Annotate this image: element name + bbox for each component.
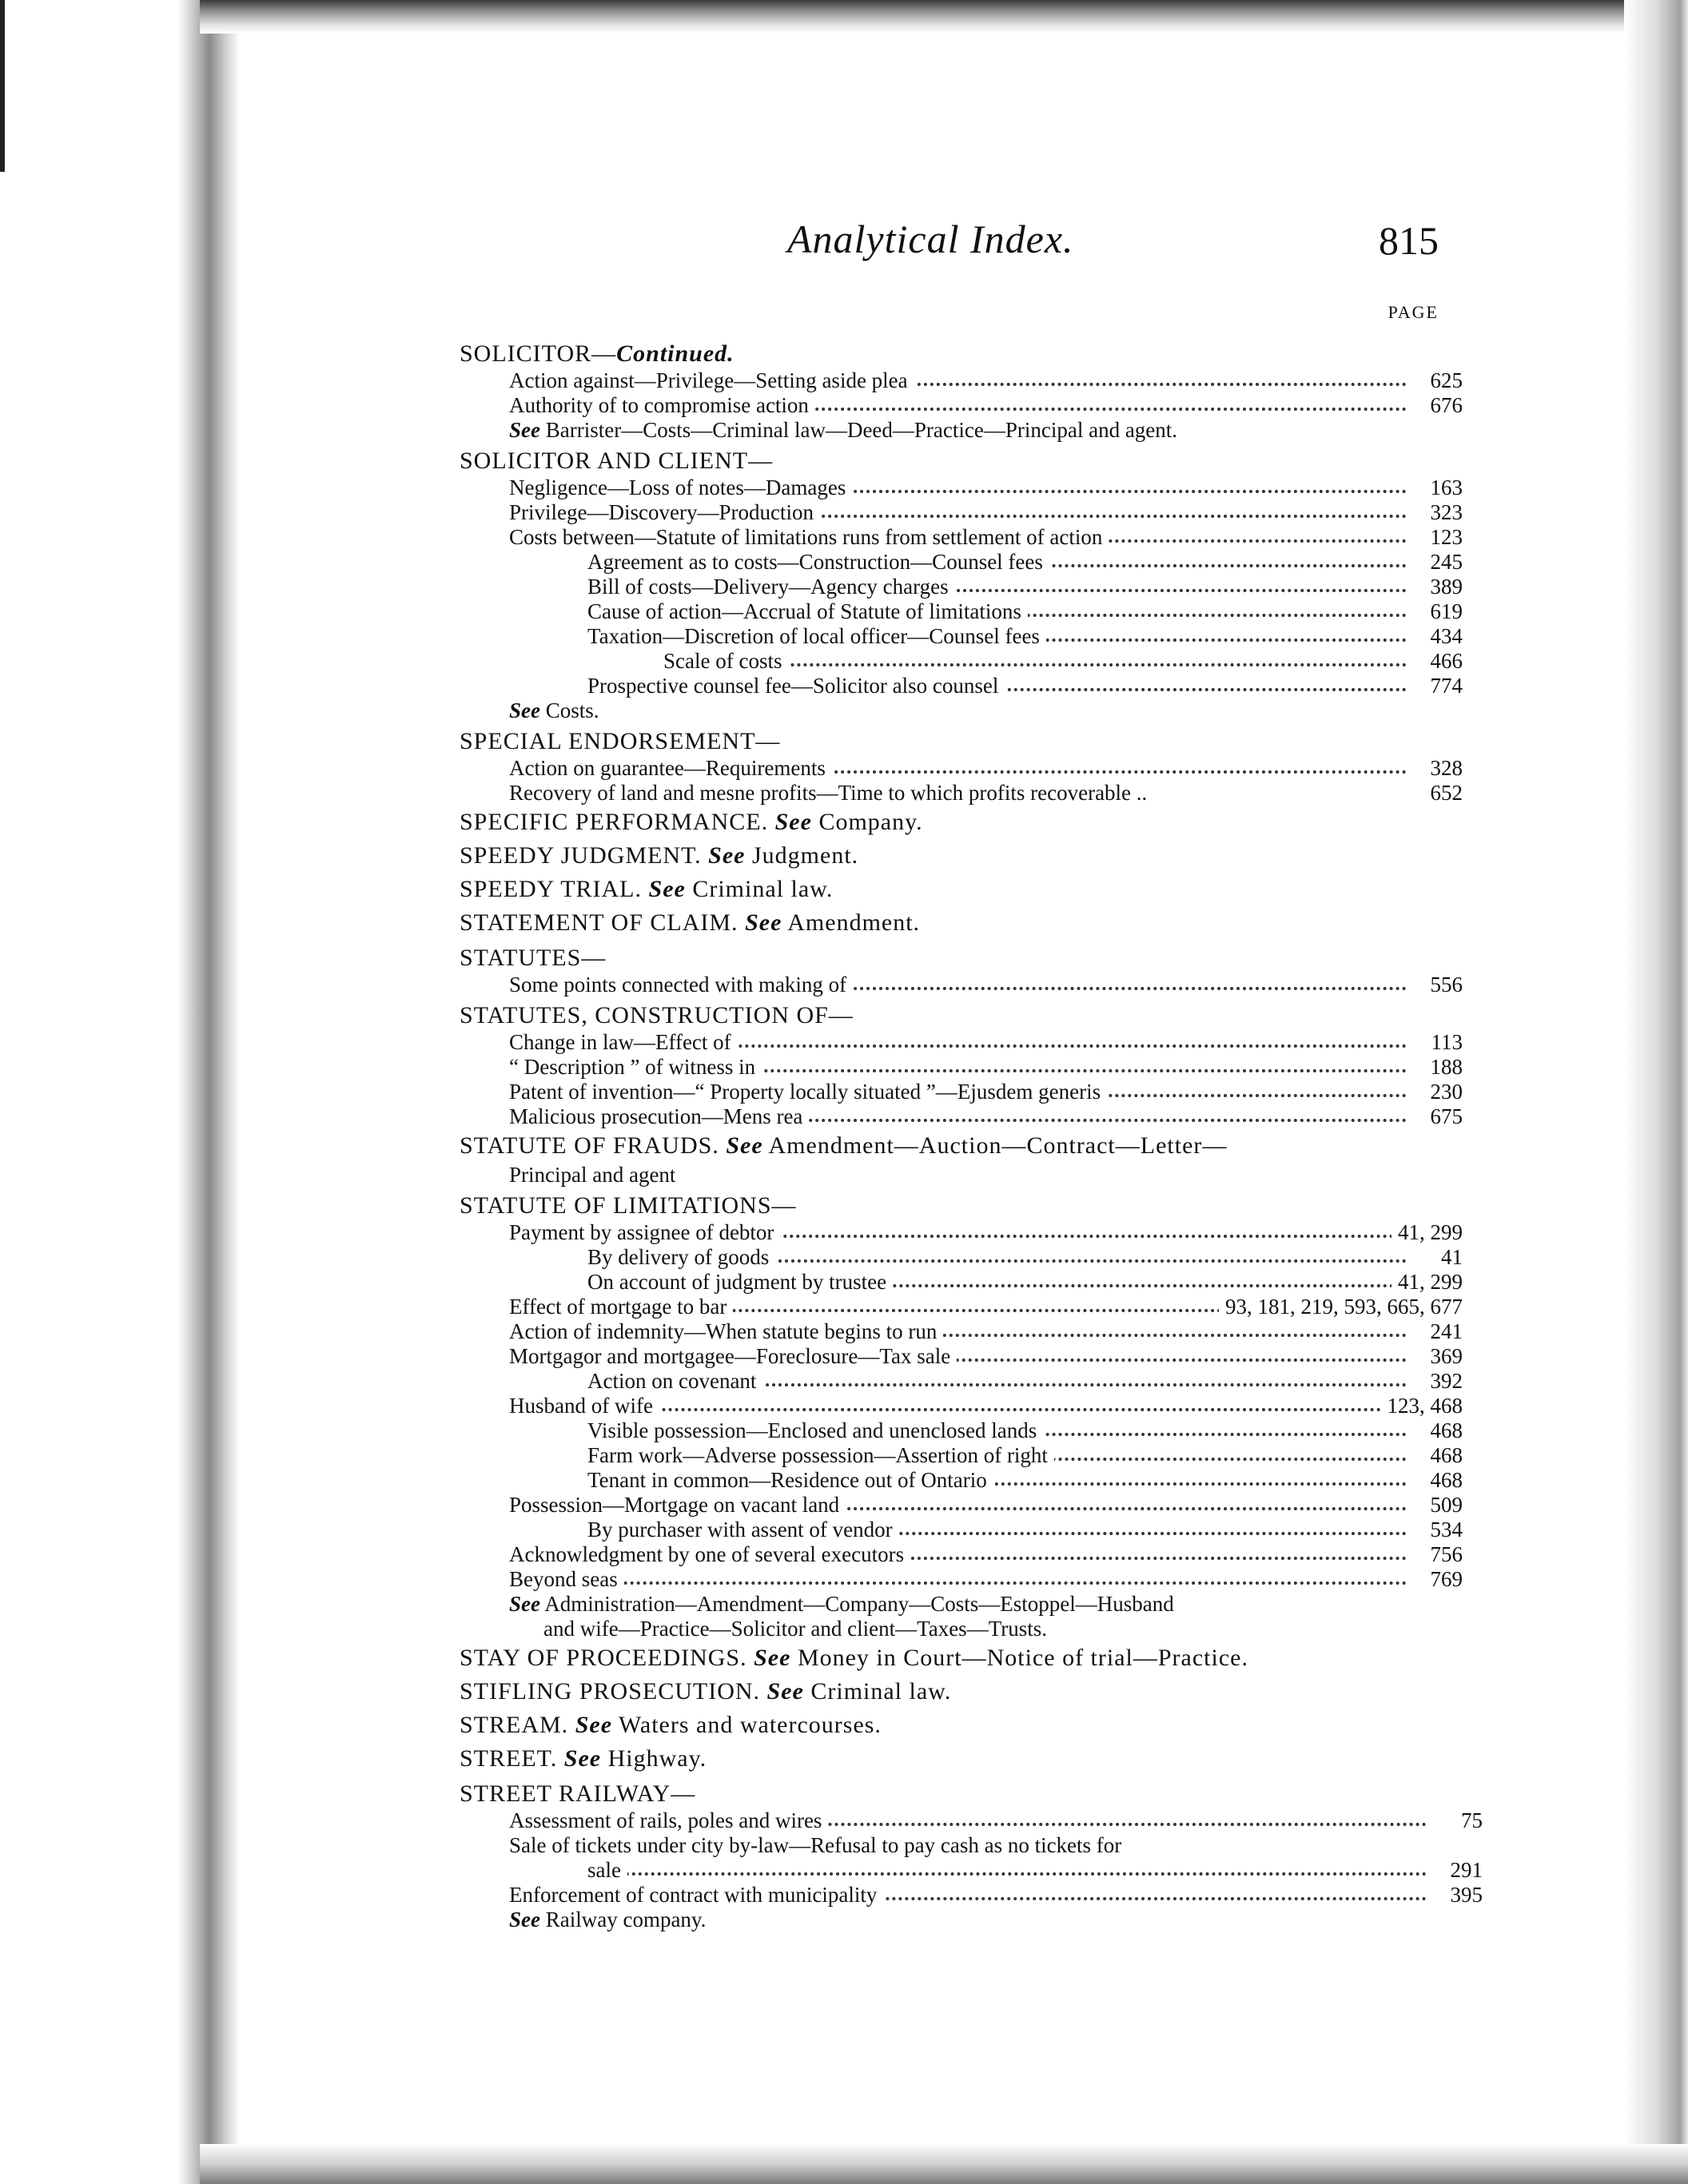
index-entry — [460, 1493, 1463, 1518]
index-entry — [460, 550, 1463, 575]
heading-text: SOLICITOR AND CLIENT— — [460, 448, 774, 474]
entry-page: 389 — [1424, 575, 1463, 599]
entry-text: Action of indemnity—When statute begins to run — [509, 1319, 943, 1343]
index-entry — [460, 575, 1463, 599]
index-heading — [460, 944, 1463, 973]
see-word: See — [766, 1678, 804, 1705]
index-heading-see — [460, 839, 1463, 873]
index-entry — [460, 1080, 1463, 1104]
index-entry — [460, 624, 1463, 649]
scan-shadow-top — [200, 0, 1688, 34]
see-also-entry — [460, 1592, 1463, 1617]
see-word: See — [726, 1132, 763, 1159]
entry-page: 245 — [1424, 550, 1463, 575]
see-word: See — [648, 876, 686, 902]
see-also-entry — [460, 418, 1463, 443]
heading-text: STATUTE OF FRAUDS. — [460, 1132, 719, 1159]
entry-page: 369 — [1424, 1344, 1463, 1369]
entry-text: Beyond seas — [509, 1567, 624, 1591]
entry-text: Privilege—Discovery—Production — [509, 500, 820, 524]
index-entry — [460, 1518, 1463, 1542]
see-reference: Costs. — [545, 698, 599, 722]
entry-text: Bill of costs—Delivery—Agency charges — [587, 575, 955, 599]
entry-page: 434 — [1424, 624, 1463, 649]
entry-text: Sale of tickets under city by-law—Refusal to pay cash as no tickets for — [509, 1833, 1122, 1857]
heading-text: STATUTES, CONSTRUCTION OF— — [460, 1002, 854, 1028]
index-entry — [460, 1468, 1463, 1493]
see-reference: Barrister—Costs—Criminal law—Deed—Practice—Principal and agent. — [545, 418, 1178, 442]
entry-text: Action against—Privilege—Setting aside plea — [509, 368, 914, 392]
entry-text: By delivery of goods — [587, 1245, 775, 1269]
entry-text: and wife—Practice—Solicitor and client—Taxes—Trusts. — [543, 1617, 1047, 1641]
index-heading — [460, 1780, 1463, 1808]
index-entry — [460, 1344, 1463, 1369]
entry-text: Payment by assignee of debtor — [509, 1220, 780, 1244]
entry-page: 774 — [1424, 674, 1463, 698]
heading-text: STREET RAILWAY— — [460, 1780, 696, 1807]
entry-text: Enforcement of contract with municipality — [509, 1883, 883, 1907]
heading-text: SPEEDY TRIAL. — [460, 876, 643, 902]
entry-text: Malicious prosecution—Mens rea — [509, 1104, 809, 1128]
entry-page: 41, 299 — [1391, 1270, 1463, 1295]
entry-page: 395 — [1444, 1883, 1483, 1908]
see-also-entry — [460, 698, 1463, 723]
entry-page: 113 — [1425, 1030, 1463, 1055]
index-page — [460, 216, 1483, 1974]
index-entry — [460, 1617, 1463, 1641]
index-entry — [460, 1295, 1463, 1319]
index-heading-see — [460, 1641, 1463, 1675]
index-heading-see — [460, 873, 1463, 906]
entry-text: Recovery of land and mesne profits—Time to which profits recoverable .. — [509, 781, 1148, 805]
index-entry — [460, 599, 1463, 624]
entry-page: 466 — [1424, 649, 1463, 674]
entry-page: 123, 468 — [1381, 1394, 1463, 1418]
heading-text: STATUTES— — [460, 945, 607, 971]
see-word: See — [563, 1745, 602, 1772]
entry-text: Scale of costs — [663, 649, 788, 673]
entry-page: 468 — [1424, 1418, 1463, 1443]
entry-text: Agreement as to costs—Construction—Counsel fees — [587, 550, 1049, 574]
index-entry — [460, 1030, 1463, 1055]
entry-text: “ Description ” of witness in — [509, 1055, 762, 1079]
index-entry — [460, 1270, 1463, 1295]
entry-page: 93, 181, 219, 593, 665, 677 — [1219, 1295, 1463, 1319]
entry-text: Cause of action—Accrual of Statute of limitations — [587, 599, 1028, 623]
entry-text: Some points connected with making of — [509, 973, 853, 997]
see-reference: Judgment. — [752, 842, 859, 869]
index-heading — [460, 727, 1463, 756]
see-reference: Waters and watercourses. — [618, 1712, 882, 1738]
entry-page: 676 — [1424, 393, 1463, 418]
index-heading-see — [460, 1129, 1463, 1163]
index-entry — [460, 781, 1463, 806]
index-entry — [460, 500, 1463, 525]
entry-page: 652 — [1424, 781, 1463, 806]
heading-text: SPECIFIC PERFORMANCE. — [460, 809, 769, 835]
entry-text: Acknowledgment by one of several executors — [509, 1542, 910, 1566]
index-heading — [460, 1001, 1463, 1030]
entry-page: 675 — [1424, 1104, 1463, 1129]
index-heading — [460, 447, 1463, 475]
heading-text: STAY OF PROCEEDINGS. — [460, 1645, 747, 1671]
entry-text: By purchaser with assent of vendor — [587, 1518, 899, 1542]
scan-edge-mark — [0, 0, 5, 172]
entry-text: Change in law—Effect of — [509, 1030, 738, 1054]
see-word: See — [509, 1908, 540, 1931]
see-word: See — [509, 698, 540, 722]
entry-page: 41, 299 — [1391, 1220, 1463, 1245]
heading-text: STREET. — [460, 1745, 558, 1772]
see-reference: Company. — [818, 809, 923, 835]
index-heading-see — [460, 1709, 1463, 1742]
page-number: 815 — [1379, 218, 1439, 263]
heading-text: STATUTE OF LIMITATIONS— — [460, 1192, 797, 1219]
index-entry — [460, 1833, 1463, 1858]
entry-text: Patent of invention—“ Property locally situated ”—Ejusdem generis — [509, 1080, 1107, 1104]
entry-text: Effect of mortgage to bar — [509, 1295, 733, 1319]
see-reference: Criminal law. — [692, 876, 834, 902]
see-reference: Amendment. — [787, 909, 921, 936]
heading-text: SOLICITOR— — [460, 340, 617, 367]
index-entry — [460, 1858, 1483, 1883]
scan-shadow-bottom — [200, 2144, 1688, 2184]
see-reference: Amendment—Auction—Contract—Letter— — [768, 1132, 1228, 1159]
index-entry — [460, 674, 1463, 698]
index-entry — [460, 525, 1463, 550]
index-entry — [460, 475, 1463, 500]
entry-page: 468 — [1424, 1468, 1463, 1493]
index-entry — [460, 1245, 1463, 1270]
index-entry — [460, 368, 1463, 393]
see-reference: Railway company. — [545, 1908, 707, 1931]
entry-text: Action on guarantee—Requirements — [509, 756, 832, 780]
entry-text: On account of judgment by trustee — [587, 1270, 893, 1294]
entry-text: Authority of to compromise action — [509, 393, 815, 417]
entry-page: 323 — [1424, 500, 1463, 525]
entry-text: Action on covenant — [587, 1369, 762, 1393]
index-entry — [460, 756, 1463, 781]
entry-text: Principal and agent — [509, 1163, 676, 1187]
entry-page: 756 — [1424, 1542, 1463, 1567]
index-entry — [460, 1163, 1463, 1187]
index-heading-see — [460, 1742, 1463, 1776]
entry-page: 625 — [1424, 368, 1463, 393]
entry-page: 163 — [1424, 475, 1463, 500]
see-word: See — [774, 809, 812, 835]
index-entry — [460, 1883, 1483, 1908]
heading-text: SPECIAL ENDORSEMENT— — [460, 728, 781, 754]
index-entry — [460, 1055, 1463, 1080]
see-reference: Money in Court—Notice of trial—Practice. — [797, 1645, 1248, 1671]
see-word: See — [575, 1712, 613, 1738]
entry-text: Possession—Mortgage on vacant land — [509, 1493, 846, 1517]
heading-text: STATEMENT OF CLAIM. — [460, 909, 738, 936]
index-heading-see — [460, 906, 1463, 940]
index-entry — [460, 1418, 1463, 1443]
entry-page: 230 — [1424, 1080, 1463, 1104]
index-entry — [460, 1220, 1463, 1245]
see-word: See — [745, 909, 782, 936]
see-word: See — [509, 1592, 540, 1616]
page-title: Analytical Index. — [787, 217, 1074, 261]
entry-page: 188 — [1424, 1055, 1463, 1080]
index-heading-see — [460, 806, 1463, 839]
entry-text: Husband of wife — [509, 1394, 659, 1418]
scan-shadow-right — [1624, 0, 1688, 2184]
entry-page: 769 — [1424, 1567, 1463, 1592]
index-entry — [460, 1319, 1463, 1344]
page-column-label: PAGE — [1387, 302, 1439, 322]
entry-page: 392 — [1424, 1369, 1463, 1394]
heading-text: STREAM. — [460, 1712, 569, 1738]
entry-text: Tenant in common—Residence out of Ontario — [587, 1468, 993, 1492]
entry-page: 509 — [1424, 1493, 1463, 1518]
entry-text: sale — [587, 1858, 627, 1882]
index-entry — [460, 1808, 1483, 1833]
scan-shadow-left — [0, 0, 240, 2184]
entry-page: 619 — [1424, 599, 1463, 624]
index-entry — [460, 393, 1463, 418]
index-entry — [460, 1104, 1463, 1129]
see-also-entry — [460, 1908, 1463, 1932]
entry-text: Prospective counsel fee—Solicitor also counsel — [587, 674, 1005, 698]
entry-text: Mortgagor and mortgagee—Foreclosure—Tax sale — [509, 1344, 957, 1368]
index-entry — [460, 649, 1463, 674]
see-reference: Criminal law. — [810, 1678, 952, 1705]
index-entry — [460, 1542, 1463, 1567]
see-word: See — [754, 1645, 791, 1671]
see-word: See — [509, 418, 540, 442]
entry-page: 468 — [1424, 1443, 1463, 1468]
entry-text: Negligence—Loss of notes—Damages — [509, 475, 852, 499]
index-entry — [460, 973, 1463, 997]
entry-text: Taxation—Discretion of local officer—Counsel fees — [587, 624, 1046, 648]
entry-text: Farm work—Adverse possession—Assertion of right — [587, 1443, 1054, 1467]
index-heading-see — [460, 1675, 1463, 1709]
continued-label: Continued. — [616, 340, 735, 367]
see-word: See — [708, 842, 746, 869]
heading-text: STIFLING PROSECUTION. — [460, 1678, 761, 1705]
entry-page: 123 — [1424, 525, 1463, 550]
entry-page: 75 — [1455, 1808, 1483, 1833]
heading-text: SPEEDY JUDGMENT. — [460, 842, 702, 869]
index-heading — [460, 340, 1463, 368]
see-reference: Administration—Amendment—Company—Costs—Estoppel—Husband — [544, 1592, 1174, 1616]
entry-page: 291 — [1444, 1858, 1483, 1883]
index-entry — [460, 1394, 1463, 1418]
entry-page: 241 — [1424, 1319, 1463, 1344]
entry-text: Costs between—Statute of limitations runs from settlement of action — [509, 525, 1109, 549]
entry-text: Assessment of rails, poles and wires — [509, 1808, 828, 1832]
entry-page: 556 — [1424, 973, 1463, 997]
entry-page: 534 — [1424, 1518, 1463, 1542]
entry-text: Visible possession—Enclosed and unenclosed lands — [587, 1418, 1043, 1442]
index-entries — [460, 336, 1483, 1932]
entry-page: 328 — [1424, 756, 1463, 781]
index-entry — [460, 1369, 1463, 1394]
entry-page: 41 — [1435, 1245, 1463, 1270]
index-entry — [460, 1443, 1463, 1468]
index-entry — [460, 1567, 1463, 1592]
index-heading — [460, 1191, 1463, 1220]
see-reference: Highway. — [607, 1745, 707, 1772]
